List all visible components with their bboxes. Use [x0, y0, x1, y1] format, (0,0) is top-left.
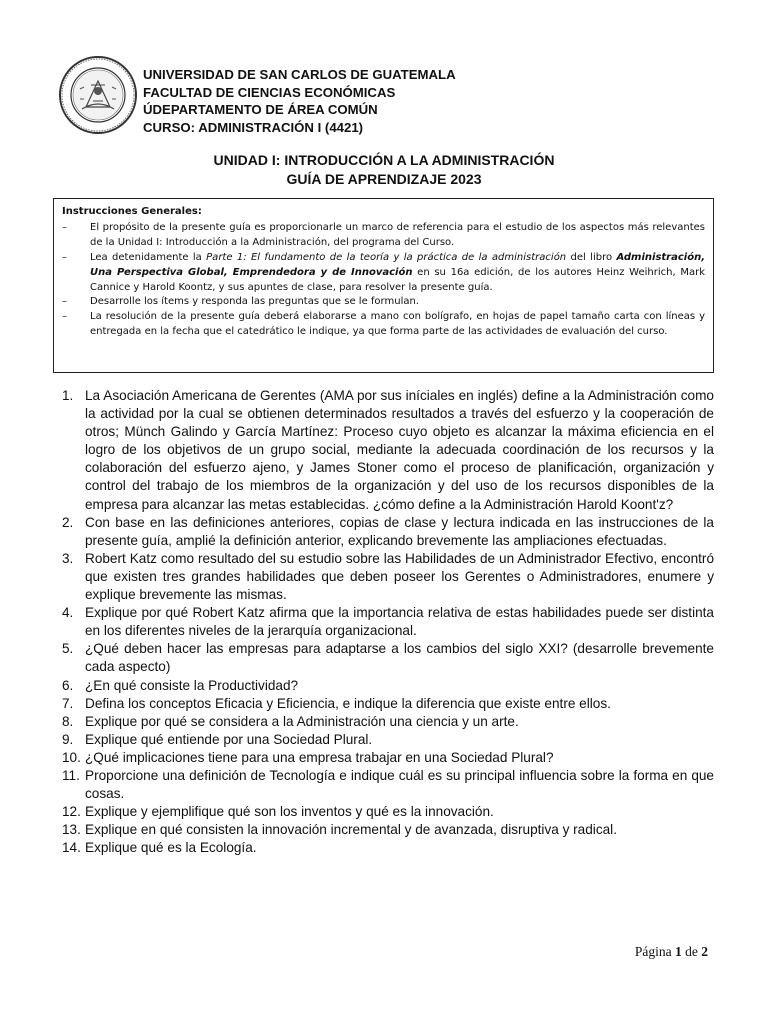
- university-seal-icon: [58, 55, 138, 135]
- instructions-box: [53, 198, 714, 373]
- question-text: Explique por qué Robert Katz afirma que la importancia relativa de estas habilidades puede ser distinta en los diferentes niveles de la jerarquía organizacional.: [85, 605, 714, 639]
- question-text: La Asociación Americana de Gerentes (AMA por sus iníciales en inglés) define a la Administración como la actividad por la cual se obtienen determinados resultados a través del esfuerzo y la cooperación de otros; Münch Galindo y García Martínez: Proceso cuyo objeto es alcanzar la máxima eficiencia en el logro de los objetivos de un grupo social, mediante la adecuada coordinación de los recursos y la colaboración del esfuerzo ajeno, y James Stoner como el proceso de planificación, organización y control del trabajo de los miembros de la organización y del uso de los recursos disponibles de la empresa para alcanzar las metas establecidas. ¿cómo define a la Administración Harold Koont'z?: [85, 388, 714, 512]
- question-number: 5.: [62, 641, 74, 657]
- question-text: Explique qué es la Ecología.: [85, 840, 257, 856]
- question-item: [62, 749, 714, 767]
- question-text: ¿Qué implicaciones tiene para una empresa trabajar en una Sociedad Plural?: [85, 749, 554, 765]
- question-text: Con base en las definiciones anteriores, copias de clase y lectura indicada en las instrucciones de la presente guía, amplié la definición anterior, explicando brevemente las ampliaciones efectuadas.: [85, 514, 714, 548]
- instructions-title: Instrucciones Generales:: [62, 206, 202, 217]
- instruction-item: [62, 221, 705, 251]
- question-number: 4.: [62, 605, 74, 621]
- question-text: Defina los conceptos Eficacia y Eficiencia, e indique la diferencia que existe entre ellos.: [85, 695, 611, 711]
- questions-list: [62, 387, 714, 857]
- instruction-item: [62, 295, 705, 310]
- page-total: 2: [701, 944, 708, 959]
- department-name: ÚDEPARTAMENTO DE ÁREA COMÚN: [143, 102, 378, 117]
- course-name: CURSO: ADMINISTRACIÓN I (4421): [143, 119, 364, 135]
- question-number: 10.: [62, 749, 81, 765]
- question-item: [62, 387, 714, 514]
- question-number: 1.: [62, 388, 74, 403]
- question-text: Explique qué entiende por una Sociedad Plural.: [85, 731, 373, 747]
- instruction-text: en su 16a edición, de los autores Heinz Weihrich, Mark Cannice y Harold Koontz, y sus apuntes de clase, para resolver la presente guía.: [90, 266, 706, 293]
- question-item: [62, 713, 714, 731]
- question-number: 6.: [62, 677, 74, 693]
- question-text: ¿En qué consiste la Productividad?: [85, 677, 299, 693]
- question-number: 8.: [62, 713, 74, 729]
- document-header: [143, 66, 456, 136]
- question-text: Robert Katz como resultado del su estudio sobre las Habilidades de un Administrador Efectivo, encontró que existen tres grandes habilidades que deben poseer los Gerentes o Administradores, enumere y explique brevemente las mismas.: [85, 550, 714, 603]
- question-text: Explique y ejemplifique qué son los inventos y qué es la innovación.: [85, 804, 494, 820]
- question-item: [62, 821, 714, 839]
- question-item: [62, 695, 714, 713]
- guide-title: GUÍA DE APRENDIZAJE 2023: [286, 171, 482, 187]
- instruction-text: del libro: [566, 251, 617, 263]
- page-footer: [635, 944, 708, 960]
- question-number: 7.: [62, 695, 74, 711]
- book-part-title: Parte 1: El fundamento de la teoría y la práctica de la administración: [206, 251, 567, 263]
- question-text: Proporcione una definición de Tecnología e indique cuál es su principal influencia sobre la forma en que cosas.: [85, 767, 714, 802]
- question-text: Explique en qué consisten la innovación incremental y de avanzada, disruptiva y radical.: [85, 822, 617, 838]
- question-item: [62, 640, 714, 676]
- question-number: 11.: [62, 767, 80, 783]
- question-number: 13.: [62, 822, 81, 838]
- faculty-name: FACULTAD DE CIENCIAS ECONÓMICAS: [143, 84, 396, 100]
- university-name: UNIVERSIDAD DE SAN CARLOS DE GUATEMALA: [143, 67, 456, 82]
- question-item: [62, 677, 714, 695]
- question-item: [62, 604, 714, 640]
- unit-title: UNIDAD I: INTRODUCCIÓN A LA ADMINISTRACIÓN: [213, 152, 555, 168]
- instruction-item: [62, 251, 705, 296]
- instruction-text: Desarrolle los ítems y responda las preguntas que se le formulan.: [90, 296, 419, 308]
- question-item: [62, 514, 714, 550]
- book-title: Administración, Una Perspectiva Global, Emprendedora y de Innovación: [90, 251, 705, 278]
- question-item: [62, 767, 714, 803]
- question-text: Explique por qué se considera a la Administración una ciencia y un arte.: [85, 713, 519, 729]
- instruction-text: La resolución de la presente guía deberá elaborarse a mano con bolígrafo, en hojas de papel tamaño carta con líneas y entregada en la fecha que el catedrático le indique, ya que forma parte de las actividades de evaluación del curso.: [90, 311, 705, 338]
- page-label: Página: [634, 944, 672, 959]
- question-item: [62, 550, 714, 604]
- instruction-item: [62, 310, 705, 340]
- instructions-list: [62, 221, 705, 340]
- question-number: 2.: [62, 514, 74, 530]
- question-number: 3.: [62, 550, 74, 566]
- question-text: ¿Qué deben hacer las empresas para adaptarse a los cambios del siglo XXI? (desarrolle brevemente cada aspecto): [85, 641, 714, 675]
- question-item: [62, 839, 714, 857]
- question-number: 9.: [62, 731, 74, 747]
- instruction-text: Lea detenidamente la: [90, 251, 207, 263]
- question-number: 14.: [62, 840, 81, 856]
- unit-heading: [0, 151, 768, 189]
- question-item: [62, 803, 714, 821]
- page-of-label: de: [685, 944, 698, 959]
- question-number: 12.: [62, 804, 81, 820]
- question-item: [62, 731, 714, 749]
- instruction-text: El propósito de la presente guía es proporcionarle un marco de referencia para el estudio de los aspectos más relevantes de la Unidad I: Introducción a la Administración, del programa del Curso.: [90, 221, 705, 248]
- page-number: 1: [675, 944, 682, 959]
